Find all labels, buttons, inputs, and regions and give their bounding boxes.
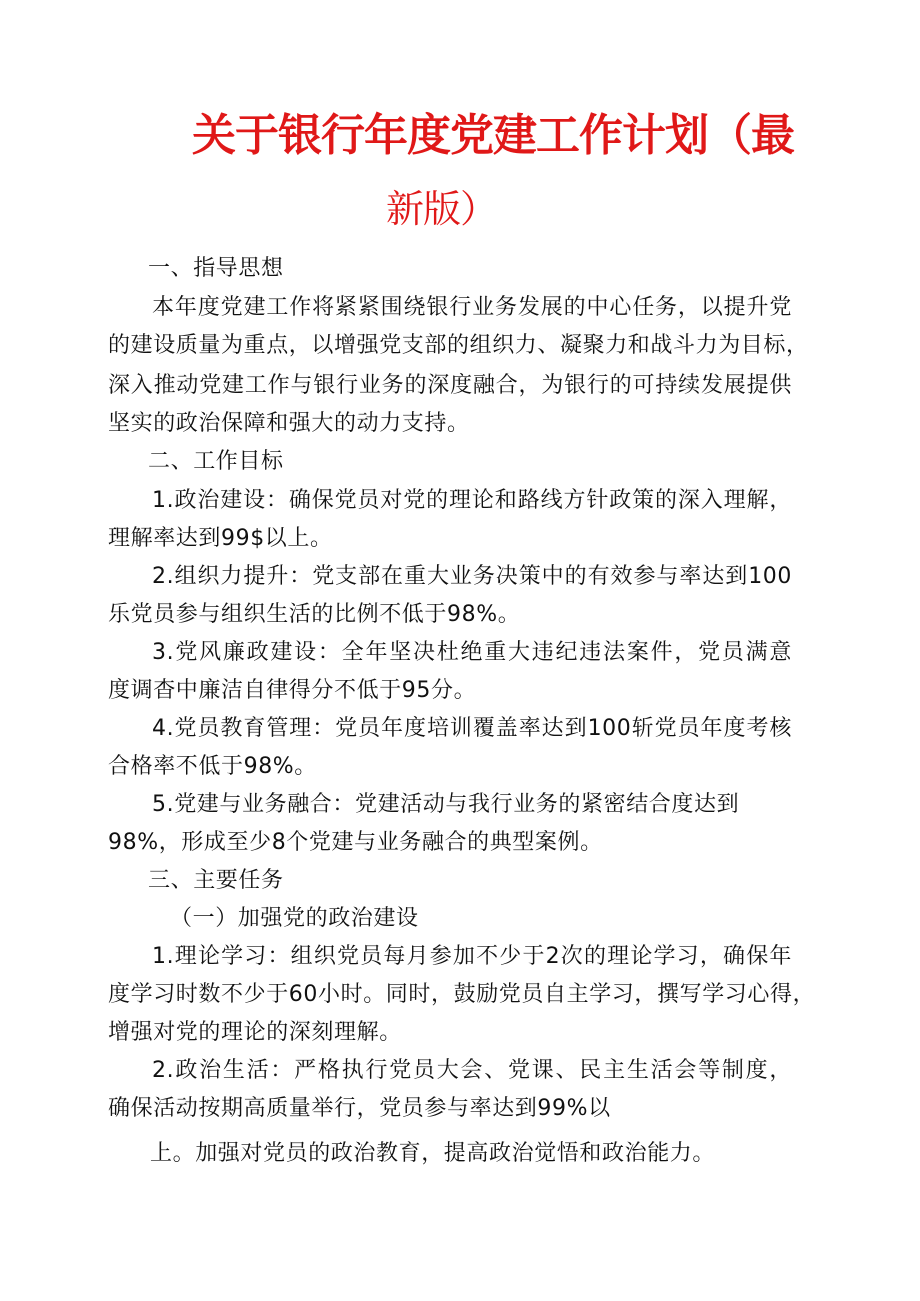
list-item-line: 5.党建与业务融合：党建活动与我行业务的紧密结合度达到 xyxy=(152,792,740,817)
list-item-line: 度调杳中廉洁自律得分不低于95分。 xyxy=(108,678,477,703)
list-item-line: 确保活动按期高质量举行，党员参与率达到99%以 xyxy=(108,1096,611,1121)
list-item-line: 3.党风廉政建设：全年坚决杜绝重大违纪违法案件，党员满意 xyxy=(152,640,792,665)
list-item-line: 2.组织力提升：党支部在重大业务决策中的有效参与率达到100 xyxy=(152,564,792,589)
subsection-heading: （一）加强党的政治建设 xyxy=(170,906,419,931)
document-title-line-2: 新版） xyxy=(386,187,498,231)
list-item-line: 98%，形成至少8个党建与业务融合的典型案例。 xyxy=(108,830,603,855)
list-item-line: 上。加强对党员的政治教育，提高政治觉悟和政治能力。 xyxy=(150,1141,716,1166)
list-item-line: 合格率不低于98%。 xyxy=(108,754,317,779)
section-heading-main-tasks: 三、主要任务 xyxy=(148,868,284,893)
paragraph-line: 本年度党建工作将紧紧围绕银行业务发展的中心任务，以提升党 xyxy=(152,295,792,320)
document-title-line-1: 关于银行年度党建工作计划（最 xyxy=(192,110,794,161)
list-item-line: 1.理论学习：组织党员每月参加不少于2次的理论学习，确保年 xyxy=(152,944,792,969)
list-item-line: 理解率达到99$以上。 xyxy=(108,526,333,551)
paragraph-line: 的建设质量为重点，以增强党支部的组织力、凝聚力和战斗力为目标， xyxy=(108,333,809,358)
section-heading-guiding-ideology: 一、指导思想 xyxy=(148,256,284,281)
list-item-line: 增强对党的理论的深刻理解。 xyxy=(108,1020,402,1045)
list-item-line: 4.党员教育管理：党员年度培训覆盖率达到100斩党员年度考核 xyxy=(152,716,792,741)
section-heading-work-goals: 二、工作目标 xyxy=(148,449,284,474)
list-item-line: 乐党员参与组织生活的比例不低于98%。 xyxy=(108,602,521,627)
paragraph-line: 深入推动党建工作与银行业务的深度融合，为银行的可持续发展提供 xyxy=(108,373,792,398)
paragraph-line: 坚实的政治保障和强大的动力支持。 xyxy=(108,411,470,436)
list-item-line: 度学习时数不少于60小时。同时，鼓励党员自主学习，撰写学习心得， xyxy=(108,982,816,1007)
list-item-line: 2.政治生活：严格执行党员大会、党课、民主生活会等制度， xyxy=(152,1058,792,1083)
list-item-line: 1.政治建设：确保党员对党的理论和路线方针政策的深入理解， xyxy=(152,488,792,513)
